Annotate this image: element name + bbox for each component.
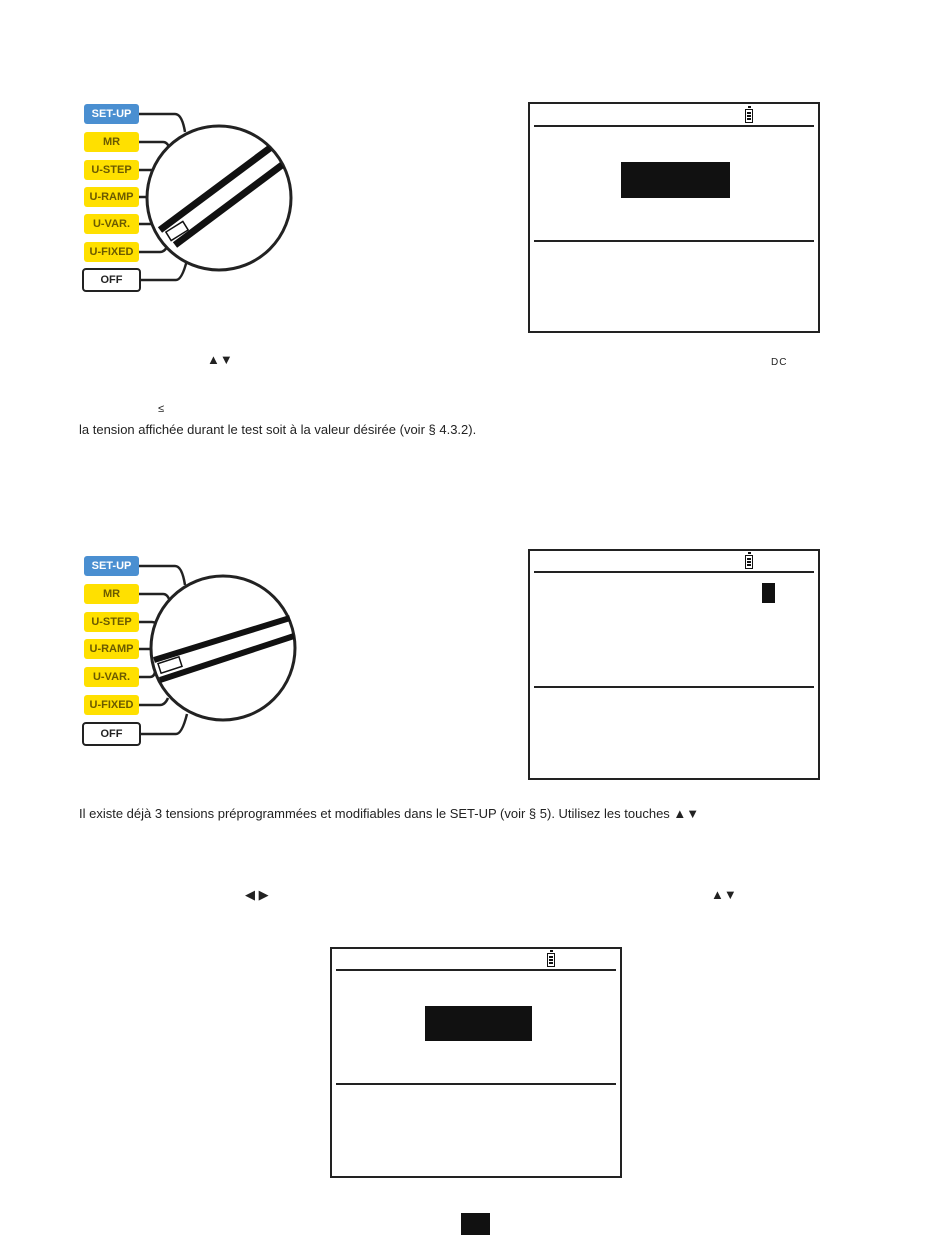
dc-label: DC <box>771 357 788 368</box>
preprogrammed-paragraph: Il existe déjà 3 tensions préprogrammées et modifiables dans le SET-UP (voir § 5). Utilisez les touches ▲▼ <box>79 806 700 821</box>
u-var-tag: U-VAR. <box>84 667 139 687</box>
cursor-block <box>762 583 775 603</box>
screen-divider-top <box>336 969 616 971</box>
u-step-tag: U-STEP <box>84 160 139 180</box>
u-fixed-tag: U-FIXED <box>84 242 139 262</box>
battery-icon <box>745 109 753 123</box>
setup-tag: SET-UP <box>84 104 139 124</box>
screen-divider-top <box>534 571 814 573</box>
lcd-screen-2 <box>528 549 820 780</box>
mr-tag: MR <box>84 132 139 152</box>
page-number-block <box>461 1213 490 1235</box>
up-down-arrows: ▲▼ <box>207 352 233 367</box>
setup-tag: SET-UP <box>84 556 139 576</box>
off-tag: OFF <box>82 268 141 292</box>
off-tag: OFF <box>82 722 141 746</box>
screen-divider-bottom <box>336 1083 616 1085</box>
tension-paragraph: la tension affichée durant le test soit à la valeur désirée (voir § 4.3.2). <box>79 422 477 437</box>
u-ramp-tag: U-RAMP <box>84 639 139 659</box>
u-step-tag: U-STEP <box>84 612 139 632</box>
leq-symbol: ≤ <box>158 403 165 415</box>
screen-divider-bottom <box>534 686 814 688</box>
lcd-screen-1 <box>528 102 820 333</box>
value-block <box>425 1006 532 1041</box>
battery-icon <box>745 555 753 569</box>
screen-divider-bottom <box>534 240 814 242</box>
left-right-arrows: ◀ ▶ <box>245 887 269 902</box>
screen-divider-top <box>534 125 814 127</box>
up-down-arrows-2: ▲▼ <box>711 887 737 902</box>
lcd-screen-3 <box>330 947 622 1178</box>
u-fixed-tag: U-FIXED <box>84 695 139 715</box>
battery-icon <box>547 953 555 967</box>
u-ramp-tag: U-RAMP <box>84 187 139 207</box>
value-block <box>621 162 730 198</box>
u-var-tag: U-VAR. <box>84 214 139 234</box>
mr-tag: MR <box>84 584 139 604</box>
